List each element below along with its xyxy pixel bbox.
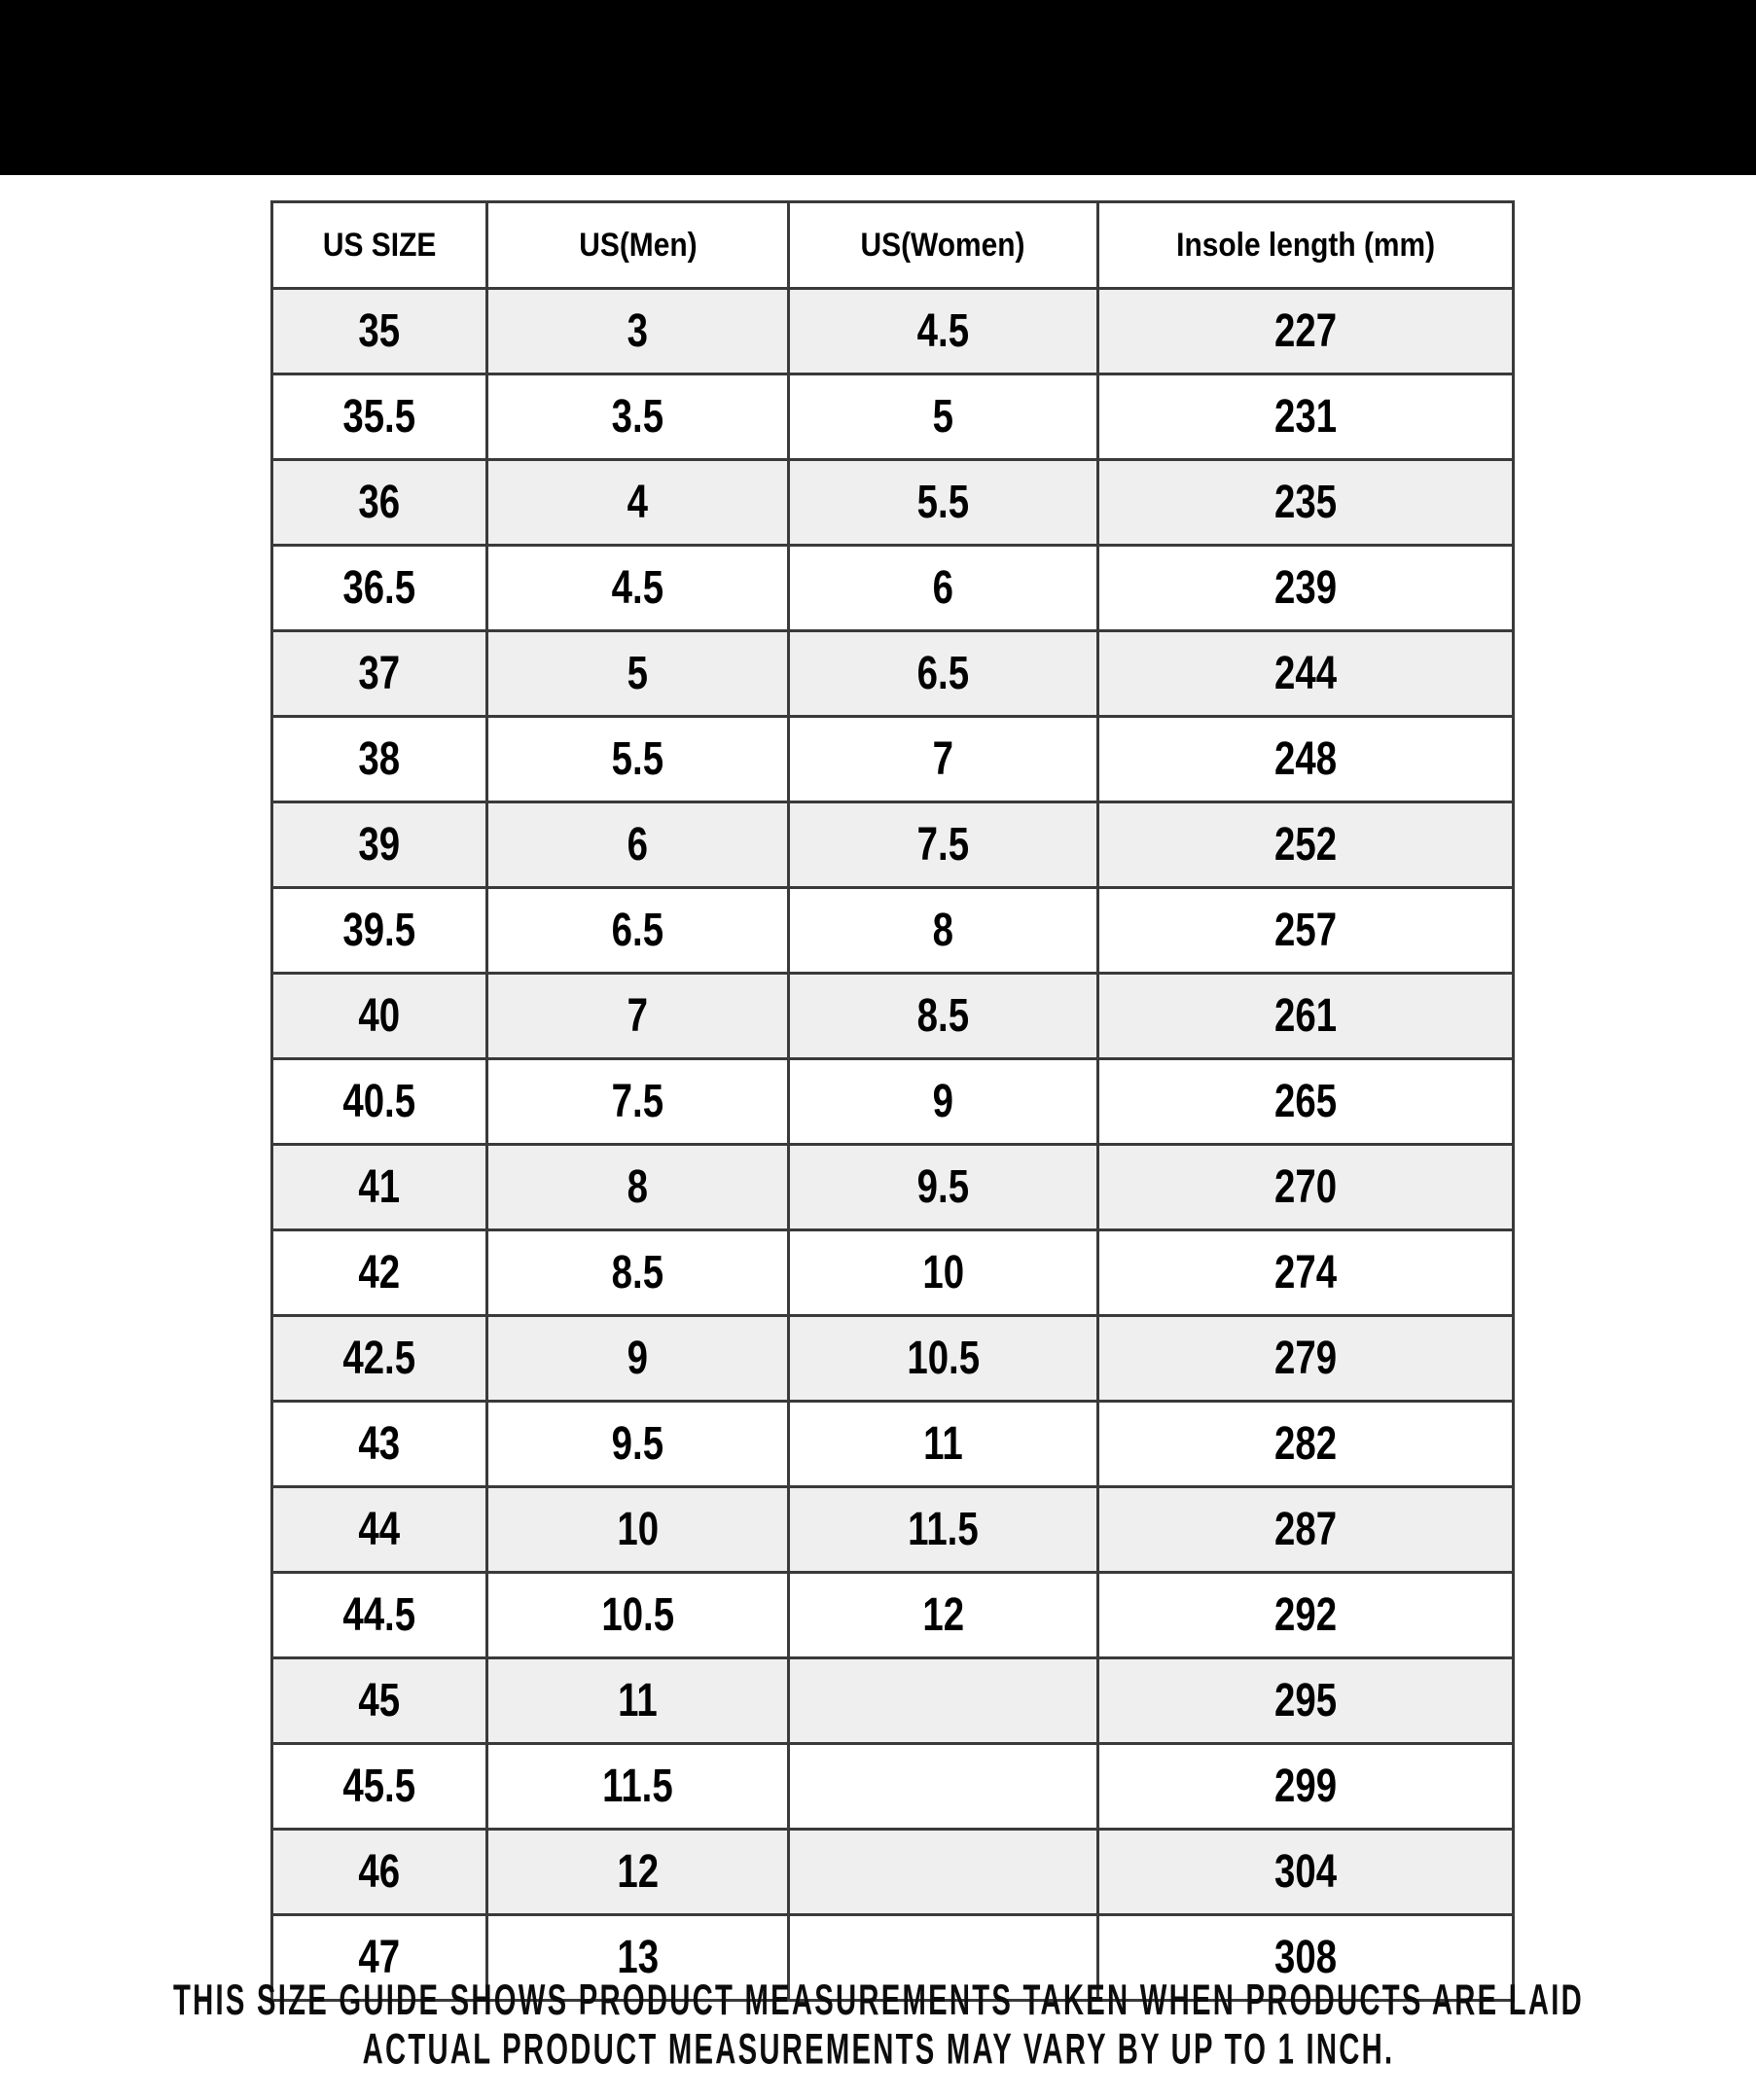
cell-us-size: [272, 460, 487, 546]
cell-us-size-value: 41: [358, 1161, 401, 1213]
cell-us-women: [789, 1487, 1098, 1573]
cell-us-men-value: 4: [627, 477, 649, 528]
cell-us-women-value: 5: [932, 391, 954, 443]
cell-us-men-value: 11.5: [602, 1761, 673, 1812]
cell-us-women: [789, 1059, 1098, 1145]
cell-us-women: [789, 631, 1098, 717]
cell-insole-length: [1098, 1487, 1514, 1573]
cell-us-size: [272, 374, 487, 460]
cell-insole-length-value: 261: [1273, 990, 1338, 1042]
cell-insole-length: [1098, 1145, 1514, 1230]
cell-insole-length-value: 248: [1273, 733, 1338, 785]
cell-insole-length-value: 274: [1273, 1247, 1338, 1299]
cell-insole-length: [1098, 546, 1514, 631]
cell-insole-length: [1098, 1830, 1514, 1915]
header-us-women: [789, 202, 1098, 289]
cell-us-men: [487, 289, 789, 374]
cell-us-size-value: 40: [358, 990, 401, 1042]
cell-us-size: [272, 717, 487, 802]
cell-us-women: [789, 888, 1098, 974]
cell-us-men: [487, 717, 789, 802]
cell-us-women-value: 12: [922, 1589, 964, 1641]
cell-us-size: [272, 1230, 487, 1316]
cell-insole-length-value: 304: [1273, 1846, 1338, 1898]
cell-insole-length: [1098, 1402, 1514, 1487]
cell-insole-length: [1098, 1658, 1514, 1744]
table-row: [272, 1487, 1514, 1573]
cell-us-size-value: 36: [358, 477, 401, 528]
cell-us-size-value: 45: [358, 1675, 401, 1726]
cell-insole-length-value: 252: [1273, 819, 1338, 871]
cell-insole-length: [1098, 1230, 1514, 1316]
cell-insole-length-value: 227: [1273, 305, 1338, 357]
cell-us-women: [789, 717, 1098, 802]
cell-insole-length-value: 295: [1273, 1675, 1338, 1726]
cell-us-men-value: 13: [617, 1932, 659, 1983]
header-us-size-label: US SIZE: [322, 226, 437, 264]
cell-insole-length: [1098, 460, 1514, 546]
table-row: [272, 974, 1514, 1059]
size-guide-disclaimer: [0, 1976, 1756, 2075]
cell-us-size: [272, 546, 487, 631]
cell-us-size: [272, 888, 487, 974]
cell-us-size: [272, 1658, 487, 1744]
cell-us-men: [487, 631, 789, 717]
cell-us-women: [789, 974, 1098, 1059]
cell-us-men-value: 9: [627, 1333, 649, 1384]
cell-us-women: [789, 1744, 1098, 1830]
cell-insole-length-value: 308: [1273, 1932, 1338, 1983]
cell-us-women-value: 6: [932, 562, 954, 614]
cell-us-women: [789, 802, 1098, 888]
cell-us-women-value: 4.5: [916, 305, 970, 357]
table-row: [272, 1744, 1514, 1830]
cell-us-size-value: 35.5: [342, 391, 416, 443]
cell-us-size: [272, 802, 487, 888]
cell-us-size: [272, 1487, 487, 1573]
disclaimer-line-1: THIS SIZE GUIDE SHOWS PRODUCT MEASUREMENTS TAKEN WHEN PRODUCTS ARE LAID: [172, 1976, 1584, 2025]
table-row: [272, 631, 1514, 717]
header-us-men: [487, 202, 789, 289]
cell-insole-length: [1098, 1059, 1514, 1145]
cell-insole-length-value: 244: [1273, 648, 1338, 699]
cell-us-size: [272, 1573, 487, 1658]
size-table: [270, 200, 1515, 2002]
cell-us-size-value: 44.5: [342, 1589, 416, 1641]
cell-us-size-value: 40.5: [342, 1076, 416, 1127]
cell-us-size: [272, 1059, 487, 1145]
cell-us-men-value: 9.5: [611, 1418, 664, 1470]
cell-insole-length-value: 292: [1273, 1589, 1338, 1641]
cell-us-women: [789, 374, 1098, 460]
table-row: [272, 1145, 1514, 1230]
cell-us-men-value: 3.5: [611, 391, 664, 443]
cell-us-size-value: 36.5: [342, 562, 416, 614]
cell-us-size-value: 35: [358, 305, 401, 357]
cell-insole-length: [1098, 974, 1514, 1059]
cell-us-men-value: 5.5: [611, 733, 664, 785]
cell-us-women-value: 9: [932, 1076, 954, 1127]
header-insole-length-label: Insole length (mm): [1176, 226, 1435, 264]
cell-us-men-value: 7: [627, 990, 649, 1042]
table-row: [272, 1059, 1514, 1145]
cell-us-size-value: 39: [358, 819, 401, 871]
cell-us-men: [487, 974, 789, 1059]
cell-us-women: [789, 1830, 1098, 1915]
cell-us-size-value: 37: [358, 648, 401, 699]
cell-us-size-value: 43: [358, 1418, 401, 1470]
cell-us-men: [487, 1830, 789, 1915]
cell-insole-length-value: 231: [1273, 391, 1338, 443]
cell-us-men-value: 8: [627, 1161, 649, 1213]
size-table-header-row: [272, 202, 1514, 289]
cell-us-women-value: 6.5: [916, 648, 970, 699]
cell-us-men: [487, 546, 789, 631]
cell-insole-length-value: 270: [1273, 1161, 1338, 1213]
cell-us-women: [789, 289, 1098, 374]
cell-insole-length: [1098, 631, 1514, 717]
cell-us-women-value: 11: [923, 1418, 963, 1470]
cell-insole-length-value: 235: [1273, 477, 1338, 528]
cell-us-size-value: 39.5: [342, 905, 416, 956]
cell-us-women-value: 7.5: [916, 819, 970, 871]
cell-us-men-value: 10: [617, 1504, 659, 1555]
cell-us-size-value: 38: [358, 733, 401, 785]
cell-us-men-value: 7.5: [611, 1076, 664, 1127]
cell-us-men: [487, 1230, 789, 1316]
table-row: [272, 888, 1514, 974]
cell-insole-length-value: 287: [1273, 1504, 1338, 1555]
cell-us-size-value: 42: [358, 1247, 401, 1299]
cell-us-size: [272, 1402, 487, 1487]
cell-insole-length: [1098, 802, 1514, 888]
table-row: [272, 1573, 1514, 1658]
top-banner: [0, 0, 1756, 175]
cell-us-women: [789, 460, 1098, 546]
cell-insole-length-value: 257: [1273, 905, 1338, 956]
cell-us-women-value: 11.5: [908, 1504, 979, 1555]
cell-us-women-value: 7: [932, 733, 954, 785]
table-row: [272, 802, 1514, 888]
size-table-body: [272, 289, 1514, 2001]
cell-us-women-value: 10: [922, 1247, 964, 1299]
cell-insole-length-value: 265: [1273, 1076, 1338, 1127]
table-row: [272, 717, 1514, 802]
cell-insole-length: [1098, 374, 1514, 460]
cell-insole-length: [1098, 1316, 1514, 1402]
cell-insole-length: [1098, 1744, 1514, 1830]
cell-us-size: [272, 1145, 487, 1230]
header-us-men-label: US(Men): [578, 226, 698, 264]
cell-us-men: [487, 1145, 789, 1230]
cell-us-men-value: 6.5: [611, 905, 664, 956]
cell-us-women-value: 9.5: [916, 1161, 970, 1213]
cell-us-size: [272, 289, 487, 374]
table-row: [272, 1230, 1514, 1316]
cell-us-size-value: 45.5: [342, 1761, 416, 1812]
cell-insole-length: [1098, 1573, 1514, 1658]
cell-us-size: [272, 1830, 487, 1915]
cell-us-size: [272, 1316, 487, 1402]
header-insole-length: [1098, 202, 1514, 289]
header-us-size: [272, 202, 487, 289]
cell-us-women: [789, 546, 1098, 631]
cell-us-women-value: 5.5: [916, 477, 970, 528]
cell-us-men: [487, 1658, 789, 1744]
disclaimer-line-2: ACTUAL PRODUCT MEASUREMENTS MAY VARY BY UP TO 1 INCH.: [362, 2025, 1394, 2075]
cell-us-men-value: 10.5: [601, 1589, 674, 1641]
cell-us-men: [487, 460, 789, 546]
cell-insole-length-value: 299: [1273, 1761, 1338, 1812]
cell-us-men: [487, 1744, 789, 1830]
cell-us-women: [789, 1573, 1098, 1658]
cell-insole-length: [1098, 888, 1514, 974]
cell-us-men: [487, 1487, 789, 1573]
cell-us-men-value: 12: [617, 1846, 659, 1898]
table-row: [272, 374, 1514, 460]
cell-insole-length: [1098, 289, 1514, 374]
cell-us-women: [789, 1316, 1098, 1402]
table-row: [272, 460, 1514, 546]
cell-insole-length-value: 279: [1273, 1333, 1338, 1384]
cell-us-women-value: 8: [932, 905, 954, 956]
cell-us-men-value: 3: [627, 305, 649, 357]
cell-us-size: [272, 974, 487, 1059]
cell-us-men: [487, 888, 789, 974]
cell-us-men: [487, 1573, 789, 1658]
cell-us-men-value: 8.5: [611, 1247, 664, 1299]
cell-us-women-value: 10.5: [907, 1333, 980, 1384]
cell-us-size-value: 47: [358, 1932, 401, 1983]
cell-us-size: [272, 631, 487, 717]
cell-us-men: [487, 1402, 789, 1487]
cell-us-women: [789, 1230, 1098, 1316]
cell-us-men-value: 5: [627, 648, 649, 699]
header-us-women-label: US(Women): [861, 226, 1025, 264]
cell-us-size-value: 44: [358, 1504, 401, 1555]
cell-us-men: [487, 1316, 789, 1402]
cell-us-men: [487, 1059, 789, 1145]
cell-us-size-value: 42.5: [342, 1333, 416, 1384]
table-row: [272, 546, 1514, 631]
table-row: [272, 1658, 1514, 1744]
cell-insole-length-value: 239: [1273, 562, 1338, 614]
cell-insole-length: [1098, 717, 1514, 802]
table-row: [272, 1402, 1514, 1487]
cell-us-men-value: 6: [627, 819, 649, 871]
cell-us-men-value: 4.5: [611, 562, 664, 614]
cell-insole-length-value: 282: [1273, 1418, 1338, 1470]
cell-us-women: [789, 1145, 1098, 1230]
cell-us-size: [272, 1744, 487, 1830]
cell-us-women-value: 8.5: [916, 990, 970, 1042]
table-row: [272, 1830, 1514, 1915]
cell-us-women: [789, 1658, 1098, 1744]
table-row: [272, 289, 1514, 374]
cell-us-women: [789, 1402, 1098, 1487]
cell-us-men-value: 11: [618, 1675, 658, 1726]
cell-us-men: [487, 802, 789, 888]
cell-us-men: [487, 374, 789, 460]
cell-us-size-value: 46: [358, 1846, 401, 1898]
table-row: [272, 1316, 1514, 1402]
